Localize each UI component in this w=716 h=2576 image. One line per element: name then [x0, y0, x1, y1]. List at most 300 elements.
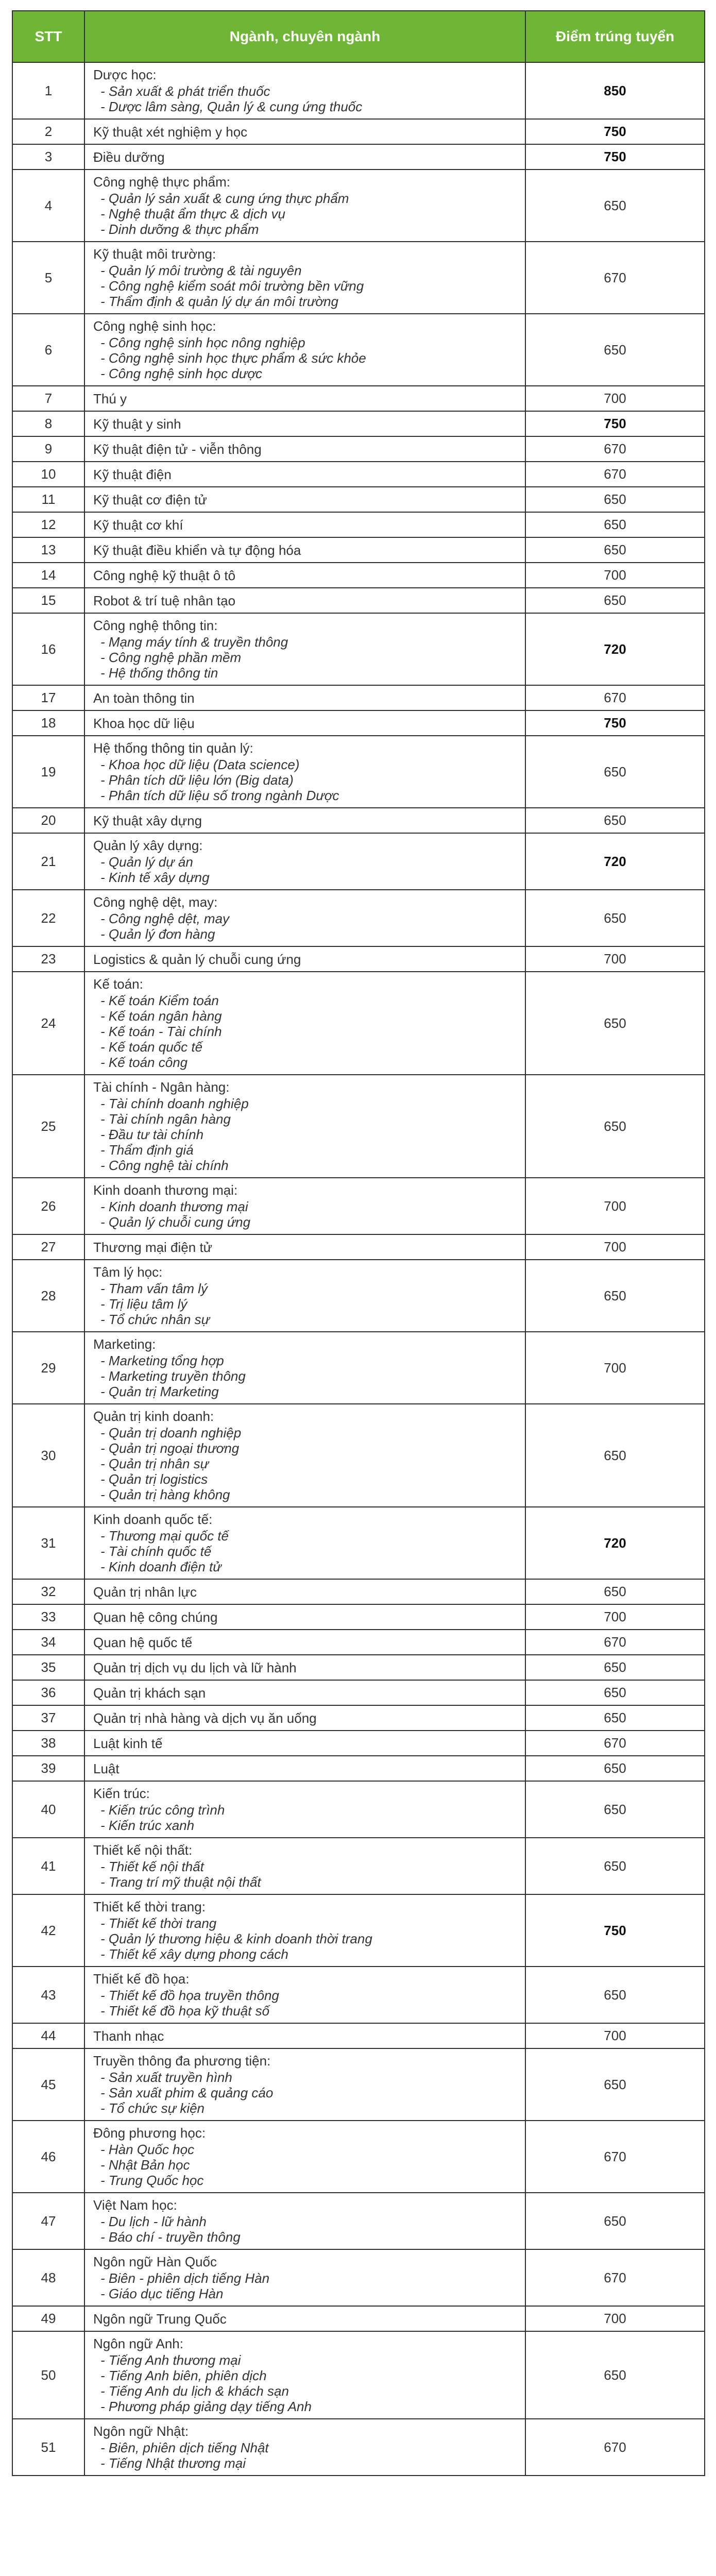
row-number: 31 [12, 1507, 84, 1579]
specialization-item: - Quản lý đơn hàng [100, 926, 518, 942]
row-number: 5 [12, 242, 84, 314]
table-row [12, 436, 705, 462]
admission-score: 700 [525, 1332, 705, 1404]
major-cell [84, 436, 525, 462]
major-cell [84, 119, 525, 144]
row-number: 47 [12, 2193, 84, 2249]
admission-score: 650 [525, 736, 705, 808]
row-number: 42 [12, 1894, 84, 1967]
header-stt: STT [12, 11, 84, 62]
major-cell [84, 2249, 525, 2306]
major-name: Quản trị kinh doanh: [93, 1409, 214, 1424]
table-row [12, 613, 705, 685]
major-name: Công nghệ dệt, may: [93, 894, 218, 910]
major-name: Quan hệ quốc tế [93, 1634, 193, 1650]
admission-score: 670 [525, 436, 705, 462]
major-cell [84, 833, 525, 890]
major-cell [84, 314, 525, 386]
admission-score: 750 [525, 710, 705, 736]
specialization-list [93, 1802, 518, 1833]
table-row [12, 62, 705, 119]
major-cell [84, 170, 525, 242]
specialization-list [93, 2352, 518, 2414]
table-row [12, 890, 705, 946]
admission-score: 670 [525, 242, 705, 314]
major-name: Quản trị dịch vụ du lịch và lữ hành [93, 1659, 297, 1675]
table-row [12, 833, 705, 890]
specialization-item: - Tài chính doanh nghiệp [100, 1096, 518, 1111]
specialization-item: - Thiết kế xây dựng phong cách [100, 1946, 518, 1962]
major-cell [84, 537, 525, 563]
major-name: Quản trị khách sạn [93, 1685, 206, 1701]
major-cell [84, 2023, 525, 2048]
major-name: Thanh nhạc [93, 2028, 164, 2044]
major-cell [84, 1756, 525, 1781]
row-number: 39 [12, 1756, 84, 1781]
row-number: 45 [12, 2048, 84, 2121]
major-cell [84, 386, 525, 411]
major-cell [84, 1404, 525, 1507]
specialization-item: - Phân tích dữ liệu lớn (Big data) [100, 772, 518, 788]
major-cell [84, 2048, 525, 2121]
admission-score: 700 [525, 946, 705, 972]
specialization-item: - Tiếng Anh thương mại [100, 2352, 518, 2368]
table-row [12, 1705, 705, 1731]
table-row [12, 119, 705, 144]
specialization-item: - Kế toán quốc tế [100, 1039, 518, 1055]
admission-score: 650 [525, 1075, 705, 1178]
specialization-item: - Kế toán - Tài chính [100, 1024, 518, 1039]
admission-score: 650 [525, 1781, 705, 1838]
major-cell [84, 411, 525, 436]
specialization-item: - Công nghệ phần mềm [100, 650, 518, 665]
table-row [12, 1178, 705, 1234]
major-cell [84, 1655, 525, 1680]
major-name: Thiết kế đồ họa: [93, 1971, 190, 1987]
specialization-item: - Thẩm định & quản lý dự án môi trường [100, 294, 518, 309]
row-number: 35 [12, 1655, 84, 1680]
table-row [12, 314, 705, 386]
table-row [12, 1630, 705, 1655]
table-row [12, 1967, 705, 2023]
table-row [12, 537, 705, 563]
major-name: Điều dưỡng [93, 149, 165, 165]
specialization-item: - Quản trị logistics [100, 1471, 518, 1487]
major-name: Quan hệ công chúng [93, 1609, 218, 1625]
table-row [12, 1332, 705, 1404]
major-cell [84, 2331, 525, 2419]
major-cell [84, 946, 525, 972]
table-header-row [12, 11, 705, 62]
table-row [12, 512, 705, 537]
major-name: Kỹ thuật môi trường: [93, 246, 216, 262]
row-number: 1 [12, 62, 84, 119]
major-cell [84, 1332, 525, 1404]
table-row [12, 2023, 705, 2048]
specialization-list [93, 1353, 518, 1399]
table-row [12, 808, 705, 833]
specialization-item: - Thiết kế đồ họa kỹ thuật số [100, 2003, 518, 2019]
specialization-item: - Sản xuất phim & quảng cáo [100, 2085, 518, 2100]
row-number: 34 [12, 1630, 84, 1655]
major-cell [84, 1680, 525, 1705]
specialization-item: - Dược lâm sàng, Quản lý & cung ứng thuốc [100, 99, 518, 114]
admission-score: 750 [525, 1894, 705, 1967]
specialization-item: - Công nghệ sinh học dược [100, 366, 518, 381]
major-name: Kỹ thuật điều khiển và tự động hóa [93, 542, 301, 558]
specialization-item: - Kinh doanh thương mại [100, 1199, 518, 1214]
specialization-item: - Thương mại quốc tế [100, 1528, 518, 1544]
row-number: 20 [12, 808, 84, 833]
major-name: Quản trị nhân lực [93, 1584, 197, 1600]
major-name: Marketing: [93, 1336, 156, 1352]
table-row [12, 2121, 705, 2193]
admission-score: 650 [525, 1579, 705, 1604]
admission-score: 650 [525, 512, 705, 537]
row-number: 23 [12, 946, 84, 972]
row-number: 49 [12, 2306, 84, 2331]
major-name: Tâm lý học: [93, 1264, 163, 1280]
major-cell [84, 1731, 525, 1756]
specialization-item: - Sản xuất truyền hình [100, 2070, 518, 2085]
table-row [12, 1579, 705, 1604]
specialization-item: - Thiết kế thời trang [100, 1916, 518, 1931]
major-name: Kỹ thuật cơ điện tử [93, 492, 207, 507]
admission-score: 750 [525, 119, 705, 144]
major-cell [84, 1260, 525, 1332]
row-number: 3 [12, 144, 84, 170]
specialization-item: - Quản trị hàng không [100, 1487, 518, 1502]
row-number: 6 [12, 314, 84, 386]
table-body [12, 62, 705, 2476]
specialization-item: - Marketing truyền thông [100, 1368, 518, 1384]
major-cell [84, 487, 525, 512]
major-name: Quản lý xây dựng: [93, 838, 203, 853]
table-row [12, 1894, 705, 1967]
major-name: Kỹ thuật cơ khí [93, 517, 183, 533]
specialization-item: - Tiếng Nhật thương mại [100, 2455, 518, 2471]
row-number: 15 [12, 588, 84, 613]
admission-score: 650 [525, 1756, 705, 1781]
major-cell [84, 1781, 525, 1838]
row-number: 44 [12, 2023, 84, 2048]
specialization-list [93, 634, 518, 681]
major-cell [84, 710, 525, 736]
specialization-list [93, 1425, 518, 1502]
admission-score: 650 [525, 1838, 705, 1894]
header-major: Ngành, chuyên ngành [84, 11, 525, 62]
major-name: Kỹ thuật xét nghiệm y học [93, 124, 248, 140]
table-row [12, 487, 705, 512]
admission-score: 720 [525, 1507, 705, 1579]
row-number: 33 [12, 1604, 84, 1630]
major-cell [84, 1967, 525, 2023]
row-number: 10 [12, 462, 84, 487]
row-number: 37 [12, 1705, 84, 1731]
specialization-item: - Tham vấn tâm lý [100, 1281, 518, 1296]
table-row [12, 563, 705, 588]
major-cell [84, 1075, 525, 1178]
specialization-list [93, 191, 518, 237]
admission-score: 700 [525, 1234, 705, 1260]
major-cell [84, 1838, 525, 1894]
row-number: 25 [12, 1075, 84, 1178]
major-cell [84, 462, 525, 487]
table-row [12, 1260, 705, 1332]
row-number: 40 [12, 1781, 84, 1838]
major-name: Kỹ thuật y sinh [93, 416, 181, 432]
major-name: Thương mại điện tử [93, 1239, 213, 1255]
row-number: 19 [12, 736, 84, 808]
major-cell [84, 1604, 525, 1630]
major-cell [84, 808, 525, 833]
admission-score: 650 [525, 2193, 705, 2249]
specialization-item: - Quản lý sản xuất & cung ứng thực phẩm [100, 191, 518, 206]
specialization-item: - Kiến trúc xanh [100, 1818, 518, 1833]
admission-score: 670 [525, 2121, 705, 2193]
specialization-list [93, 1916, 518, 1962]
specialization-list [93, 2214, 518, 2245]
table-row [12, 411, 705, 436]
row-number: 4 [12, 170, 84, 242]
admission-score: 650 [525, 537, 705, 563]
row-number: 51 [12, 2419, 84, 2476]
table-row [12, 2331, 705, 2419]
table-row [12, 685, 705, 710]
table-row [12, 588, 705, 613]
row-number: 7 [12, 386, 84, 411]
row-number: 2 [12, 119, 84, 144]
major-cell [84, 1705, 525, 1731]
major-cell [84, 144, 525, 170]
specialization-item: - Marketing tổng hợp [100, 1353, 518, 1368]
specialization-item: - Công nghệ tài chính [100, 1158, 518, 1173]
major-name: Dược học: [93, 67, 157, 82]
specialization-list [93, 1988, 518, 2019]
admission-score: 750 [525, 411, 705, 436]
admission-score: 650 [525, 588, 705, 613]
major-name: An toàn thông tin [93, 690, 195, 706]
specialization-item: - Tổ chức sự kiện [100, 2100, 518, 2116]
table-row [12, 1075, 705, 1178]
specialization-item: - Biên, phiên dịch tiếng Nhật [100, 2440, 518, 2455]
specialization-list [93, 263, 518, 309]
major-cell [84, 1579, 525, 1604]
table-row [12, 1404, 705, 1507]
specialization-item: - Tài chính ngân hàng [100, 1111, 518, 1127]
row-number: 29 [12, 1332, 84, 1404]
specialization-item: - Biên - phiên dịch tiếng Hàn [100, 2270, 518, 2286]
specialization-list [93, 911, 518, 942]
major-cell [84, 2193, 525, 2249]
admission-score: 650 [525, 1655, 705, 1680]
major-name: Ngôn ngữ Hàn Quốc [93, 2254, 217, 2269]
major-cell [84, 2306, 525, 2331]
table-row [12, 1756, 705, 1781]
table-row [12, 242, 705, 314]
row-number: 24 [12, 972, 84, 1075]
major-cell [84, 1894, 525, 1967]
admission-score: 720 [525, 833, 705, 890]
specialization-list [93, 335, 518, 381]
table-row [12, 386, 705, 411]
major-cell [84, 588, 525, 613]
specialization-item: - Tổ chức nhân sự [100, 1312, 518, 1327]
admission-score: 650 [525, 890, 705, 946]
admission-score: 700 [525, 1604, 705, 1630]
row-number: 41 [12, 1838, 84, 1894]
specialization-item: - Quản lý môi trường & tài nguyên [100, 263, 518, 278]
major-cell [84, 2121, 525, 2193]
specialization-item: - Trang trí mỹ thuật nội thất [100, 1874, 518, 1890]
admission-score: 700 [525, 2306, 705, 2331]
specialization-item: - Công nghệ dệt, may [100, 911, 518, 926]
specialization-item: - Kiến trúc công trình [100, 1802, 518, 1818]
admission-score: 670 [525, 2419, 705, 2476]
row-number: 28 [12, 1260, 84, 1332]
specialization-item: - Phân tích dữ liệu số trong ngành Dược [100, 788, 518, 803]
row-number: 36 [12, 1680, 84, 1705]
specialization-item: - Nhật Bản học [100, 2157, 518, 2173]
specialization-item: - Tiếng Anh du lịch & khách sạn [100, 2383, 518, 2399]
admission-score: 650 [525, 808, 705, 833]
row-number: 26 [12, 1178, 84, 1234]
admission-score: 650 [525, 1705, 705, 1731]
specialization-item: - Công nghệ sinh học nông nghiệp [100, 335, 518, 350]
table-row [12, 2306, 705, 2331]
admission-score: 650 [525, 2048, 705, 2121]
specialization-item: - Kinh doanh điện tử [100, 1559, 518, 1574]
specialization-item: - Quản trị nhân sự [100, 1456, 518, 1471]
admission-score: 850 [525, 62, 705, 119]
row-number: 50 [12, 2331, 84, 2419]
specialization-item: - Mạng máy tính & truyền thông [100, 634, 518, 650]
specialization-list [93, 1859, 518, 1890]
specialization-item: - Trị liệu tâm lý [100, 1296, 518, 1312]
specialization-item: - Kế toán ngân hàng [100, 1008, 518, 1024]
admission-score: 700 [525, 563, 705, 588]
major-cell [84, 62, 525, 119]
row-number: 11 [12, 487, 84, 512]
table-row [12, 1507, 705, 1579]
major-cell [84, 1507, 525, 1579]
table-row [12, 1604, 705, 1630]
specialization-list [93, 1199, 518, 1230]
table-row [12, 2249, 705, 2306]
admission-score: 670 [525, 685, 705, 710]
major-name: Kế toán: [93, 976, 143, 992]
major-name: Ngôn ngữ Trung Quốc [93, 2311, 227, 2327]
specialization-item: - Kế toán công [100, 1055, 518, 1070]
specialization-list [93, 2070, 518, 2116]
specialization-list [93, 854, 518, 885]
major-name: Luật kinh tế [93, 1735, 163, 1751]
major-name: Thú y [93, 391, 127, 406]
major-cell [84, 890, 525, 946]
specialization-item: - Nghệ thuật ẩm thực & dịch vụ [100, 206, 518, 222]
major-name: Kỹ thuật điện [93, 466, 172, 482]
admission-score: 650 [525, 314, 705, 386]
specialization-item: - Sản xuất & phát triển thuốc [100, 83, 518, 99]
major-name: Quản trị nhà hàng và dịch vụ ăn uống [93, 1710, 317, 1726]
major-cell [84, 242, 525, 314]
major-cell [84, 685, 525, 710]
specialization-item: - Hàn Quốc học [100, 2142, 518, 2157]
major-name: Khoa học dữ liệu [93, 715, 195, 731]
row-number: 38 [12, 1731, 84, 1756]
major-name: Kinh doanh thương mại: [93, 1182, 238, 1198]
admission-score: 650 [525, 170, 705, 242]
specialization-item: - Thiết kế đồ họa truyền thông [100, 1988, 518, 2003]
specialization-item: - Trung Quốc học [100, 2173, 518, 2188]
specialization-item: - Công nghệ kiểm soát môi trường bền vững [100, 278, 518, 294]
specialization-list [93, 2142, 518, 2188]
specialization-item: - Quản lý chuỗi cung ứng [100, 1214, 518, 1230]
row-number: 8 [12, 411, 84, 436]
row-number: 30 [12, 1404, 84, 1507]
admission-score: 650 [525, 2331, 705, 2419]
header-score: Điểm trúng tuyển [525, 11, 705, 62]
row-number: 18 [12, 710, 84, 736]
row-number: 13 [12, 537, 84, 563]
row-number: 22 [12, 890, 84, 946]
specialization-item: - Phương pháp giảng dạy tiếng Anh [100, 2399, 518, 2414]
row-number: 46 [12, 2121, 84, 2193]
table-row [12, 1234, 705, 1260]
table-row [12, 710, 705, 736]
table-row [12, 170, 705, 242]
major-name: Công nghệ thông tin: [93, 618, 218, 633]
specialization-list [93, 757, 518, 803]
admission-score: 650 [525, 1404, 705, 1507]
table-row [12, 144, 705, 170]
admission-score-table [12, 10, 705, 2476]
table-row [12, 1838, 705, 1894]
major-cell [84, 736, 525, 808]
major-name: Tài chính - Ngân hàng: [93, 1079, 230, 1095]
major-name: Đông phương học: [93, 2125, 206, 2141]
specialization-item: - Quản lý dự án [100, 854, 518, 870]
major-name: Việt Nam học: [93, 2197, 177, 2213]
major-name: Công nghệ sinh học: [93, 318, 216, 334]
major-name: Công nghệ kỹ thuật ô tô [93, 567, 236, 583]
major-cell [84, 1630, 525, 1655]
admission-score: 670 [525, 1630, 705, 1655]
specialization-item: - Thẩm định giá [100, 1142, 518, 1158]
major-cell [84, 512, 525, 537]
specialization-item: - Tài chính quốc tế [100, 1544, 518, 1559]
major-name: Hệ thống thông tin quản lý: [93, 740, 253, 756]
row-number: 43 [12, 1967, 84, 2023]
specialization-item: - Kinh tế xây dựng [100, 870, 518, 885]
major-cell [84, 613, 525, 685]
admission-score: 670 [525, 1731, 705, 1756]
major-name: Ngôn ngữ Nhật: [93, 2424, 189, 2439]
table-row [12, 946, 705, 972]
specialization-item: - Thiết kế nội thất [100, 1859, 518, 1874]
specialization-list [93, 83, 518, 114]
admission-score: 700 [525, 386, 705, 411]
major-name: Thiết kế thời trang: [93, 1899, 206, 1914]
admission-score: 700 [525, 1178, 705, 1234]
specialization-item: - Quản lý thương hiệu & kinh doanh thời trang [100, 1931, 518, 1946]
major-name: Kỹ thuật điện tử - viễn thông [93, 441, 262, 457]
table-row [12, 1731, 705, 1756]
row-number: 16 [12, 613, 84, 685]
admission-score: 720 [525, 613, 705, 685]
major-name: Công nghệ thực phẩm: [93, 174, 231, 190]
table-row [12, 462, 705, 487]
